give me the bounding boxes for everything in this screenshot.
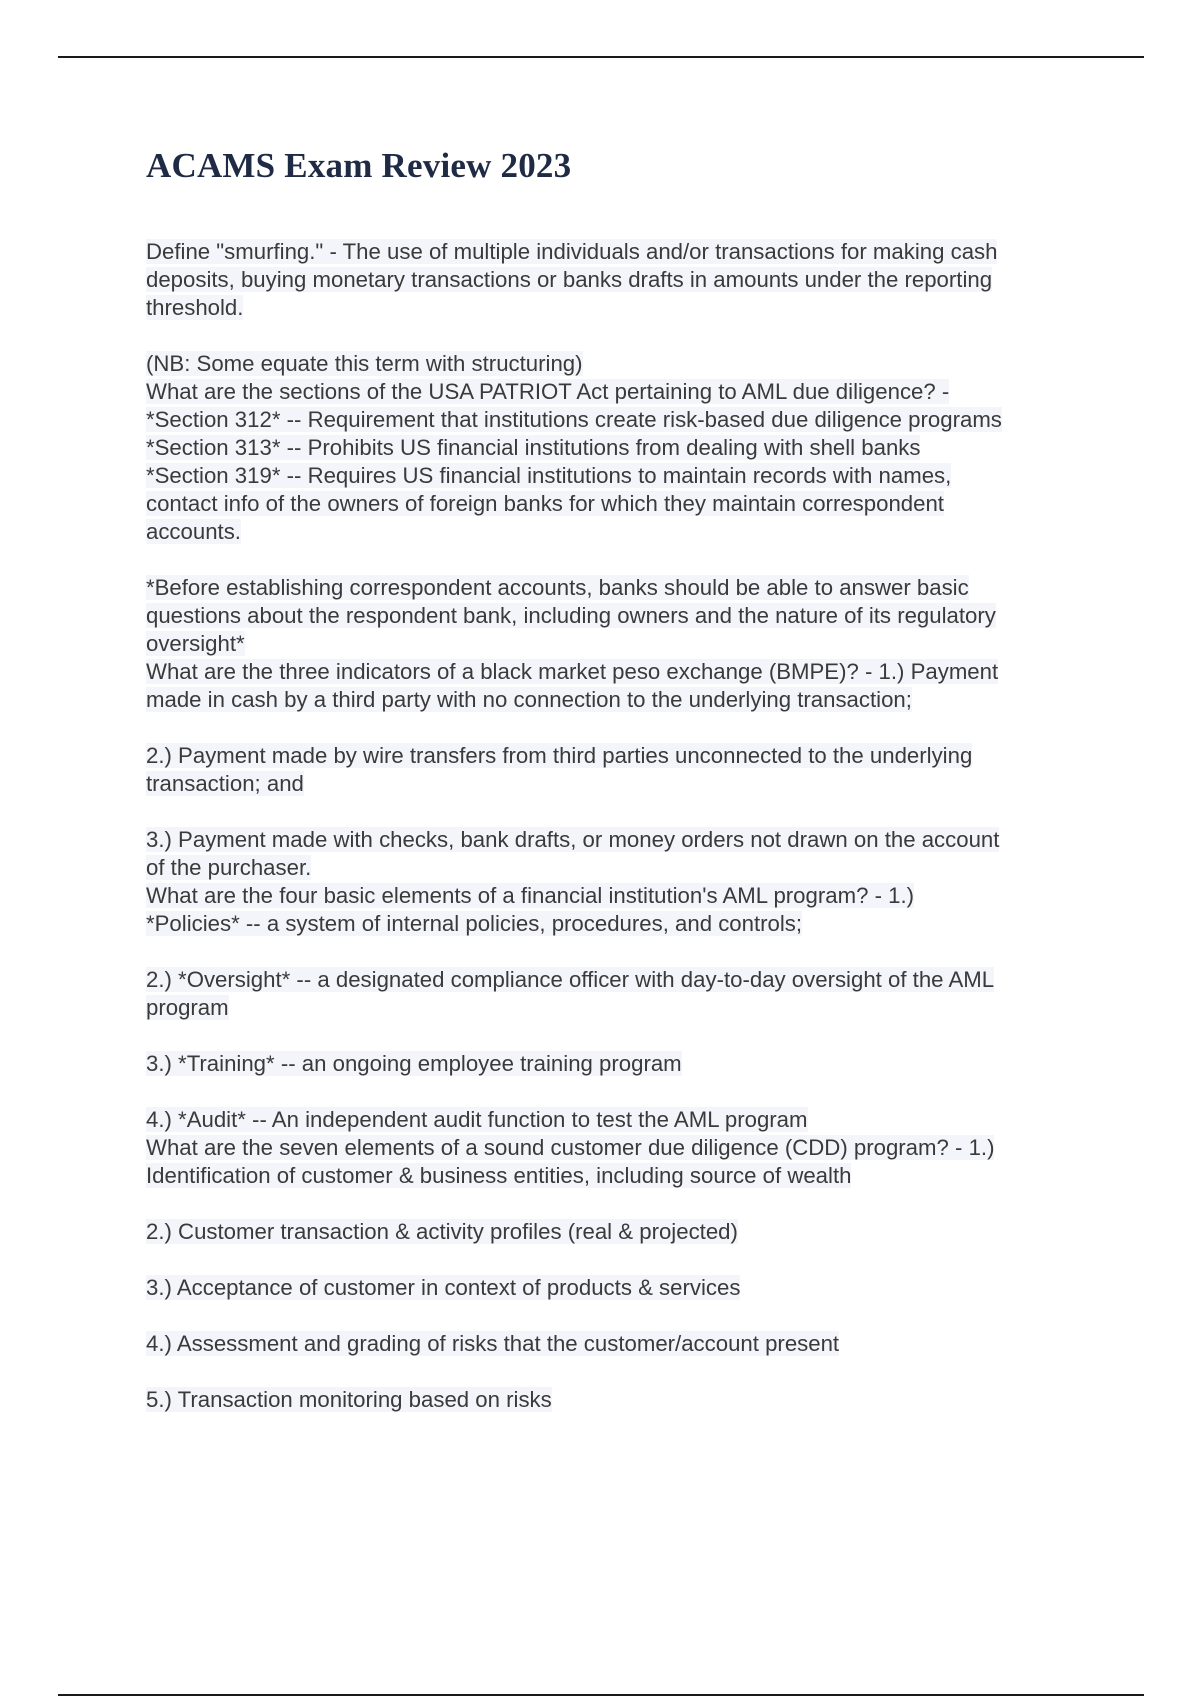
document-title: ACAMS Exam Review 2023 xyxy=(146,146,572,185)
body-line xyxy=(146,882,1096,910)
body-line xyxy=(146,826,1096,854)
body-line xyxy=(146,350,1096,378)
body-line-text: What are the sections of the USA PATRIOT Act pertaining to AML due diligence? - xyxy=(146,379,950,404)
body-line-text: questions about the respondent bank, including owners and the nature of its regulatory xyxy=(146,603,996,628)
body-line-text: oversight* xyxy=(146,631,245,656)
body-line xyxy=(146,994,1096,1022)
body-line xyxy=(146,1330,1096,1358)
body-line-text: 4.) Assessment and grading of risks that the customer/account present xyxy=(146,1331,840,1356)
body-line-text: *Section 319* -- Requires US financial institutions to maintain records with names, xyxy=(146,463,952,488)
paragraph-gap xyxy=(146,1246,1096,1274)
body-line xyxy=(146,462,1096,490)
body-line xyxy=(146,1386,1096,1414)
body-line-text: Define "smurfing." - The use of multiple individuals and/or transactions for making cash xyxy=(146,239,998,264)
paragraph-gap xyxy=(146,1078,1096,1106)
paragraph-gap xyxy=(146,322,1096,350)
body-line xyxy=(146,1218,1096,1246)
document-body xyxy=(146,238,1096,1414)
body-line-text: What are the three indicators of a black market peso exchange (BMPE)? - 1.) Payment xyxy=(146,659,999,684)
body-line-text: 2.) Payment made by wire transfers from third parties unconnected to the underlying xyxy=(146,743,973,768)
body-line xyxy=(146,574,1096,602)
body-line xyxy=(146,770,1096,798)
body-line xyxy=(146,1134,1096,1162)
body-line xyxy=(146,1274,1096,1302)
body-line-text: contact info of the owners of foreign banks for which they maintain correspondent xyxy=(146,491,944,516)
body-line-text: made in cash by a third party with no connection to the underlying transaction; xyxy=(146,687,912,712)
body-line xyxy=(146,686,1096,714)
body-line xyxy=(146,630,1096,658)
top-divider xyxy=(58,56,1144,58)
body-line-text: threshold. xyxy=(146,295,244,320)
body-line xyxy=(146,1162,1096,1190)
body-line-text: (NB: Some equate this term with structuring) xyxy=(146,351,583,376)
paragraph-gap xyxy=(146,1022,1096,1050)
body-line xyxy=(146,602,1096,630)
body-line xyxy=(146,518,1096,546)
body-line-text: Identification of customer & business entities, including source of wealth xyxy=(146,1163,852,1188)
body-line-text: accounts. xyxy=(146,519,241,544)
body-line xyxy=(146,378,1096,406)
body-line xyxy=(146,434,1096,462)
paragraph-gap xyxy=(146,1302,1096,1330)
body-line xyxy=(146,854,1096,882)
body-line xyxy=(146,742,1096,770)
body-line-text: 2.) Customer transaction & activity profiles (real & projected) xyxy=(146,1219,738,1244)
body-line-text: transaction; and xyxy=(146,771,304,796)
body-line-text: *Policies* -- a system of internal policies, procedures, and controls; xyxy=(146,911,803,936)
body-line-text: What are the four basic elements of a financial institution's AML program? - 1.) xyxy=(146,883,915,908)
body-line-text: of the purchaser. xyxy=(146,855,312,880)
body-line-text: What are the seven elements of a sound customer due diligence (CDD) program? - 1.) xyxy=(146,1135,995,1160)
body-line-text: 2.) *Oversight* -- a designated compliance officer with day-to-day oversight of the AML xyxy=(146,967,995,992)
body-line-text: program xyxy=(146,995,229,1020)
body-line-text: *Section 312* -- Requirement that institutions create risk-based due diligence programs xyxy=(146,407,1002,432)
body-line-text: deposits, buying monetary transactions or banks drafts in amounts under the reporting xyxy=(146,267,993,292)
body-line xyxy=(146,266,1096,294)
body-line xyxy=(146,406,1096,434)
body-line xyxy=(146,966,1096,994)
body-line-text: 3.) *Training* -- an ongoing employee training program xyxy=(146,1051,682,1076)
body-line xyxy=(146,294,1096,322)
body-line-text: 4.) *Audit* -- An independent audit function to test the AML program xyxy=(146,1107,808,1132)
body-line-text: 3.) Payment made with checks, bank drafts, or money orders not drawn on the account xyxy=(146,827,1000,852)
body-line xyxy=(146,1050,1096,1078)
paragraph-gap xyxy=(146,1358,1096,1386)
paragraph-gap xyxy=(146,1190,1096,1218)
body-line-text: 5.) Transaction monitoring based on risks xyxy=(146,1387,552,1412)
paragraph-gap xyxy=(146,546,1096,574)
bottom-divider xyxy=(58,1694,1144,1696)
paragraph-gap xyxy=(146,938,1096,966)
body-line xyxy=(146,1106,1096,1134)
body-line-text: 3.) Acceptance of customer in context of products & services xyxy=(146,1275,741,1300)
body-line-text: *Before establishing correspondent accounts, banks should be able to answer basic xyxy=(146,575,969,600)
body-line xyxy=(146,658,1096,686)
body-line-text: *Section 313* -- Prohibits US financial institutions from dealing with shell banks xyxy=(146,435,921,460)
body-line xyxy=(146,910,1096,938)
paragraph-gap xyxy=(146,798,1096,826)
paragraph-gap xyxy=(146,714,1096,742)
body-line xyxy=(146,238,1096,266)
body-line xyxy=(146,490,1096,518)
